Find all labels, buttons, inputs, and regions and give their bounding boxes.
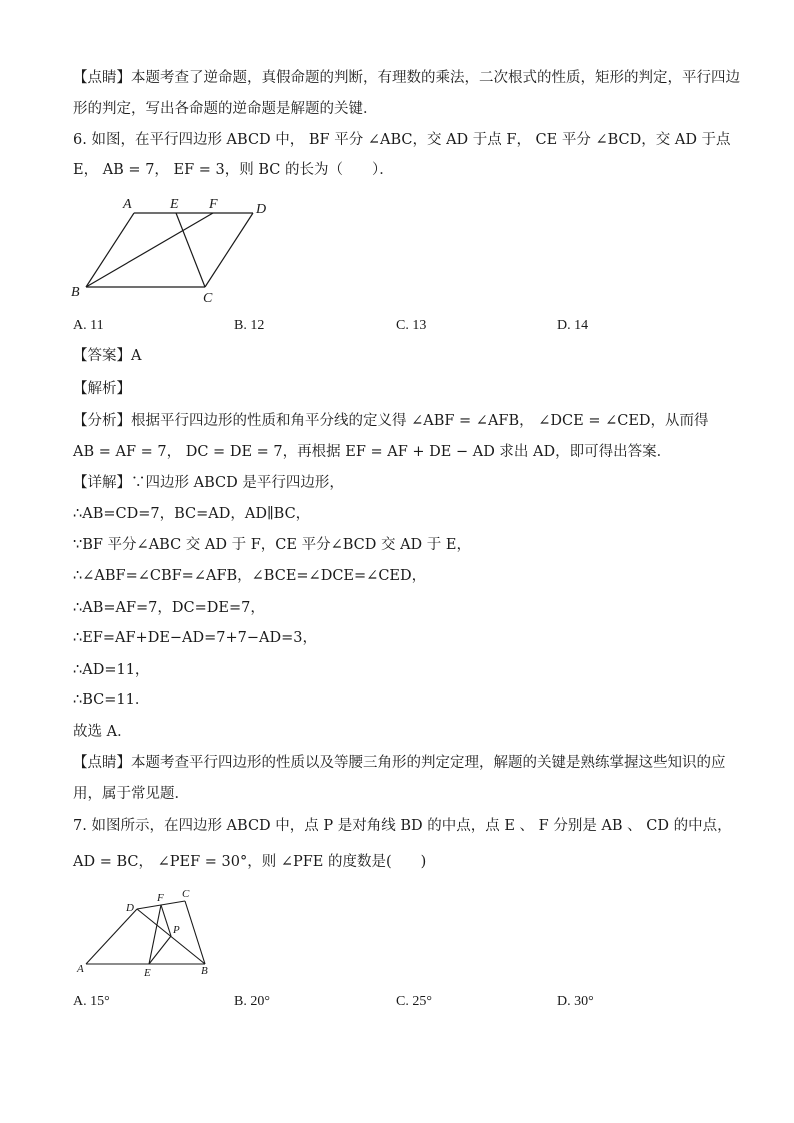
q7-option-a: A. 15° (73, 994, 110, 1009)
fig1-segment-bf (86, 213, 213, 287)
fig1-label-b: B (71, 285, 80, 300)
q6-remark-line-2: 用，属于常见题． (73, 786, 189, 802)
detail-line-5: ∴AB=AF=7，DC=DE=7， (73, 600, 265, 616)
q5-remark-line-1: 【点睛】本题考查了逆命题，真假命题的判断，有理数的乘法，二次根式的性质，矩形的判定，平行四边 (73, 70, 740, 86)
analysis-line-2: AB = AF = 7， DC = DE = 7，再根据 EF = AF + DE − AD 求出 AD，即可得出答案． (73, 444, 672, 460)
analysis-line-1: 【分析】根据平行四边形的性质和角平分线的定义得 ∠ABF = ∠AFB， ∠DCE = ∠CED，从而得 (73, 413, 709, 429)
fig2-label-a: A (77, 963, 84, 975)
fig2-segment-fp (161, 905, 171, 936)
q7-option-c: C. 25° (396, 994, 432, 1009)
fig2-label-e: E (144, 967, 151, 979)
q5-remark-line-2: 形的判定，写出各命题的逆命题是解题的关键． (73, 101, 378, 117)
fig1-side-cd (205, 213, 253, 287)
fig1-label-a: A (123, 197, 132, 212)
fig2-label-c: C (182, 888, 190, 900)
detail-line-8: ∴BC=11． (73, 692, 150, 708)
fig2-side-ad (86, 909, 137, 964)
fig2-label-f: F (157, 892, 164, 904)
q6-option-a: A. 11 (73, 318, 104, 333)
q6-option-d: D. 14 (557, 318, 589, 333)
fig2-label-p: P (173, 924, 180, 936)
detail-line-3: ∵BF 平分∠ABC 交 AD 于 F，CE 平分∠BCD 交 AD 于 E， (73, 537, 471, 553)
fig1-label-e: E (170, 197, 179, 212)
q7-stem-line-1: 7. 如图所示，在四边形 ABCD 中，点 P 是对角线 BD 的中点，点 E 、 F 分别是 AB 、 CD 的中点， (73, 818, 732, 834)
fig2-side-cb (185, 901, 205, 964)
q6-stem-line-2: E， AB = 7， EF = 3，则 BC 的长为（ ）． (73, 162, 394, 178)
fig1-segment-ce (176, 213, 205, 287)
answer-label: 【答案】A (73, 348, 142, 364)
detail-line-6: ∴EF=AF+DE−AD=7+7−AD=3， (73, 630, 318, 646)
q6-remark-line-1: 【点睛】本题考查平行四边形的性质以及等腰三角形的判定定理，解题的关键是熟练掌握这些知识的应 (73, 755, 726, 771)
fig2-label-d: D (126, 902, 134, 914)
q7-option-d: D. 30° (557, 994, 594, 1009)
fig1-label-c: C (203, 291, 213, 306)
analysis-label: 【解析】 (73, 381, 131, 397)
detail-line-2: ∴AB=CD=7，BC=AD，AD∥BC， (73, 506, 311, 522)
fig1-side-ab (86, 213, 134, 287)
detail-line-7: ∴AD=11， (73, 662, 150, 678)
q6-option-c: C. 13 (396, 318, 427, 333)
detail-line-4: ∴∠ABF=∠CBF=∠AFB，∠BCE=∠DCE=∠CED， (73, 568, 427, 584)
q7-option-b: B. 20° (234, 994, 270, 1009)
fig2-label-b: B (201, 965, 208, 977)
q7-quadrilateral-figure (72, 884, 222, 984)
fig2-segment-ef (149, 905, 161, 964)
fig1-label-f: F (209, 197, 218, 212)
fig1-label-d: D (256, 202, 267, 217)
q7-stem-line-2: AD = BC， ∠PEF = 30°，则 ∠PFE 的度数是( ) (73, 854, 427, 870)
q6-stem-line-1: 6. 如图，在平行四边形 ABCD 中， BF 平分 ∠ABC，交 AD 于点 F， CE 平分 ∠BCD，交 AD 于点 (73, 132, 731, 148)
choice-line: 故选 A． (73, 724, 132, 740)
q6-option-b: B. 12 (234, 318, 265, 333)
detail-line-1: 【详解】∵四边形 ABCD 是平行四边形， (73, 475, 344, 491)
q6-parallelogram-figure (68, 192, 283, 307)
